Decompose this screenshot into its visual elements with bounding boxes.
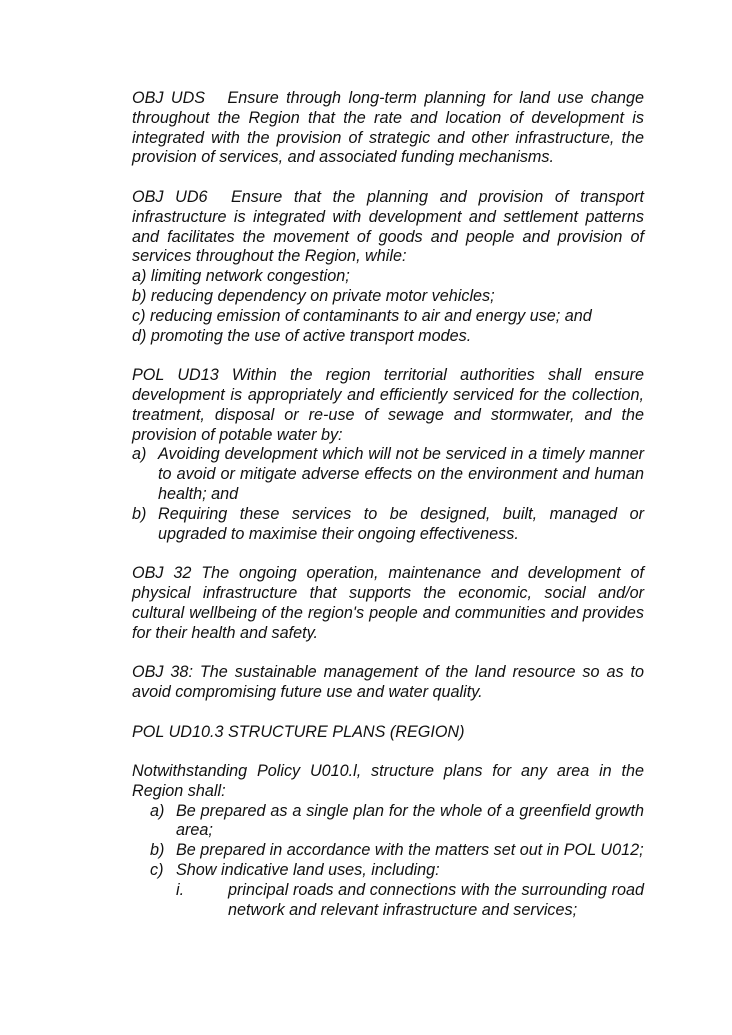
list-item-text: Be prepared as a single plan for the whole of a greenfield growth area; xyxy=(176,801,644,840)
obj-ud6-item-b: b) reducing dependency on private motor vehicles; xyxy=(132,286,495,305)
pol-ud13-item-b xyxy=(132,505,644,545)
list-item-text: Requiring these services to be designed, built, managed or upgraded to maximise their ongoing effectiveness. xyxy=(158,504,644,543)
list-item-text: Avoiding development which will not be serviced in a timely manner to avoid or mitigate adverse effects on the environment and human health; and xyxy=(158,445,644,503)
list-item-text: Be prepared in accordance with the matters set out in POL U012; xyxy=(176,841,644,860)
obj-ud6-paragraph: OBJ UD6 Ensure that the planning and provision of transport infrastructure is integrated with development and settlement patterns and facilitates the movement of goods and people and provision of services throughout the Region, while: xyxy=(132,187,649,266)
list-marker: c) xyxy=(150,861,164,880)
structure-plans-intro: Notwithstanding Policy U010.l, structure plans for any area in the Region shall: xyxy=(132,762,644,800)
list-marker: b) xyxy=(150,841,165,860)
list-item-text: Show indicative land uses, including: xyxy=(176,861,440,880)
list-marker: a) xyxy=(150,801,165,820)
pol-ud13-item-a xyxy=(132,445,644,504)
pol-ud13-paragraph: POL UD13 Within the region territorial authorities shall ensure development is appropriately and efficiently serviced for the collection, treatment, disposal or re-use of sewage and stormwater, and the provision of potable water by: xyxy=(132,366,644,444)
document-body xyxy=(132,89,649,920)
obj-ud6-item-d: d) promoting the use of active transport modes. xyxy=(132,326,472,345)
list-item-text: principal roads and connections with the surrounding road network and relevant infrastructure and services; xyxy=(228,880,644,919)
structure-plans-item-a xyxy=(132,802,644,842)
obj-32-paragraph: OBJ 32 The ongoing operation, maintenance and development of physical infrastructure that supports the economic, social and/or cultural wellbeing of the region's people and communities and provides for their health and safety. xyxy=(132,564,644,642)
pol-ud13-section xyxy=(132,366,644,544)
structure-plans-item-c xyxy=(132,861,644,881)
list-marker: i. xyxy=(176,880,185,899)
structure-plans-section xyxy=(132,762,644,920)
structure-plans-item-b xyxy=(132,841,644,861)
list-marker: b) xyxy=(132,504,147,523)
obj-ud6-section xyxy=(132,187,649,346)
obj-uds-paragraph: OBJ UDS Ensure through long-term planning for land use change throughout the Region that the rate and location of development is integrated with the provision of strategic and other infrastructure, the provision of services, and associated funding mechanisms. xyxy=(132,89,649,167)
pol-ud10-3-heading: POL UD10.3 STRUCTURE PLANS (REGION) xyxy=(132,722,465,741)
obj-ud6-item-a: a) limiting network congestion; xyxy=(132,267,350,286)
list-marker: a) xyxy=(132,445,147,464)
structure-plans-subitem-i xyxy=(132,881,644,921)
obj-ud6-item-c: c) reducing emission of contaminants to air and energy use; and xyxy=(132,306,592,325)
obj-38-paragraph: OBJ 38: The sustainable management of the land resource so as to avoid compromising future use and water quality. xyxy=(132,663,644,701)
